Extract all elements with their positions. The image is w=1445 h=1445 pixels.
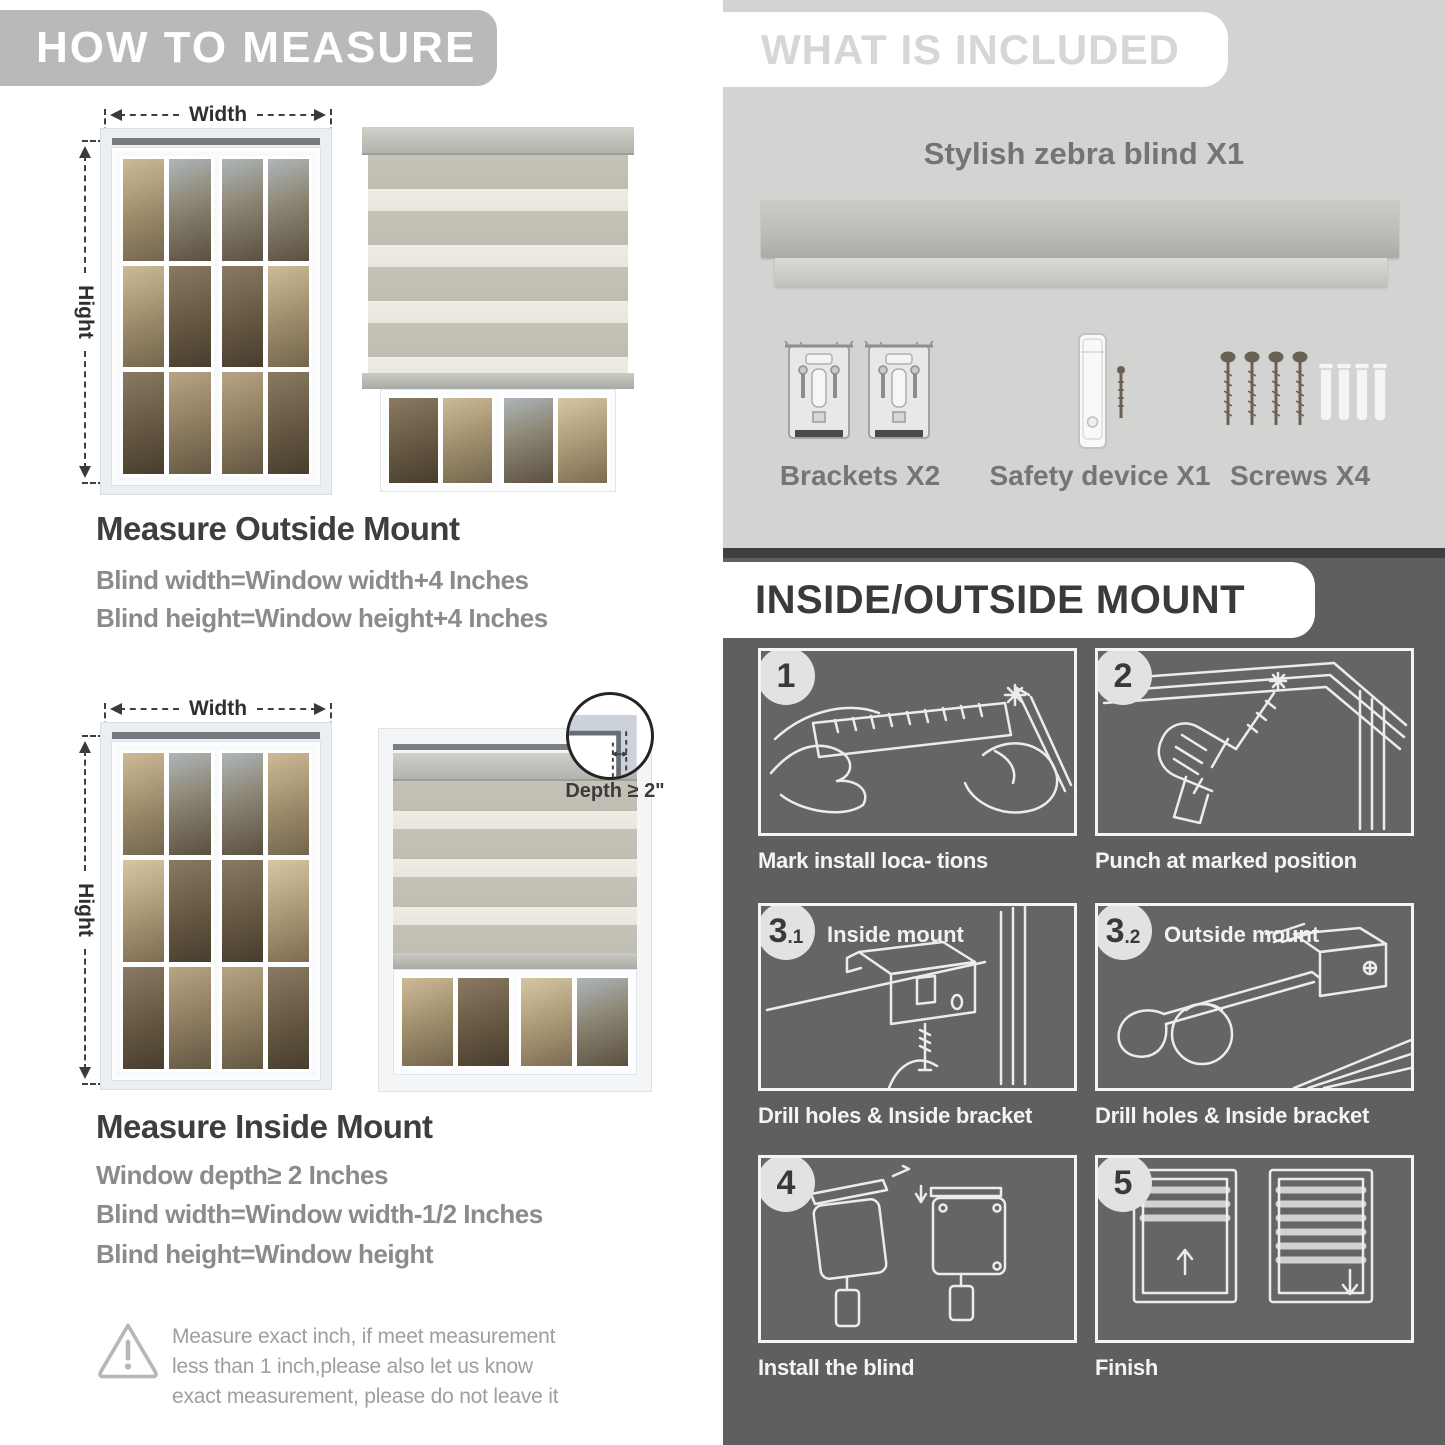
window-below-blind [380,389,616,492]
what-is-included-header [723,12,1228,87]
height-label: Hight [74,285,97,339]
window-casement [120,156,214,477]
depth-label: Depth ≥ 2" [565,780,665,802]
step-2-illustration [1095,648,1414,836]
how-to-measure-header [0,10,497,86]
safety-device-label: Safety device X1 [989,460,1211,491]
step-3-1-title: Inside mount [827,922,964,947]
step-3-1-illustration [758,903,1077,1091]
height-arrow [74,735,96,1085]
step-3-1-caption: Drill holes & Inside bracket [758,1103,1033,1128]
mount-header [723,562,1315,638]
blind-headrail-valance [775,258,1387,286]
blind-cassette [362,127,634,155]
step-3-1 [758,903,1077,1129]
step-1 [758,648,1077,874]
step-5-illustration [1095,1155,1414,1343]
depth-magnifier-icon [566,692,654,780]
step-number-badge: 4 [758,1155,815,1212]
step-3-2 [1095,903,1414,1129]
inside-mount-formula-width: Blind width=Window width-1/2 Inches [96,1199,543,1229]
outside-mount-formula-height: Blind height=Window height+4 Inches [96,603,548,633]
step-5-caption: Finish [1095,1355,1158,1380]
window-photo [100,722,332,1090]
height-label: Hight [74,883,97,937]
step-2-caption: Punch at marked position [1095,848,1357,873]
window-frame-shadow [112,138,320,145]
panel-divider [723,548,1445,558]
step-number-badge: 1 [758,648,815,705]
zebra-blind-fabric [393,781,637,953]
window-below-blind [393,969,637,1075]
step-4-illustration [758,1155,1077,1343]
step-number-badge: 3 .2 [1095,903,1152,960]
safety-device-photo [1055,330,1151,454]
step-3-2-title: Outside mount [1164,922,1320,947]
step-4-caption: Install the blind [758,1355,915,1380]
step-3-2-caption: Drill holes & Inside bracket [1095,1103,1370,1128]
step-3-2-illustration [1095,903,1414,1091]
step-number-badge: 5 [1095,1155,1152,1212]
what-is-included-title: WHAT IS INCLUDED [761,25,1180,73]
width-arrow [104,698,332,720]
step-2 [1095,648,1414,874]
screws-label: Screws X4 [1229,460,1371,491]
measure-warning-note: Measure exact inch, if meet measurement less than 1 inch,please also let us know exact measurement, please do not leave it [172,1325,559,1409]
window-casement [219,750,313,1072]
brackets-photo [783,336,935,450]
brackets-label: Brackets X2 [779,460,941,491]
blind-bottom-rail [362,373,634,389]
window-casement [219,156,313,477]
width-label: Width [188,103,248,126]
zebra-blind-fabric [368,155,628,373]
width-label: Width [188,697,248,720]
height-arrow [74,140,96,484]
mount-title: INSIDE/OUTSIDE MOUNT [755,577,1246,622]
window-photo [100,128,332,495]
inside-mount-depth-rule: Window depth≥ 2 Inches [96,1160,388,1190]
mount-instructions-panel [723,548,1445,1445]
blind-headrail-photo [761,200,1399,258]
screws-photo [1218,345,1390,445]
what-is-included-panel [723,0,1445,548]
window-frame-shadow [112,732,320,739]
blind-bottom-rail [393,953,637,969]
step-4 [758,1155,1077,1381]
step-1-illustration [758,648,1077,836]
blind-item-label: Stylish zebra blind X1 [923,136,1245,171]
step-1-caption: Mark install loca- tions [758,848,988,873]
outside-mount-formula-width: Blind width=Window width+4 Inches [96,565,529,595]
step-5 [1095,1155,1414,1381]
inside-mount-formula-height: Blind height=Window height [96,1239,433,1269]
outside-mount-title: Measure Outside Mount [96,510,460,547]
width-arrow [104,104,332,126]
how-to-measure-title: HOW TO MEASURE [36,23,477,72]
warning-triangle-icon [96,1320,160,1382]
inside-mount-title: Measure Inside Mount [96,1108,433,1145]
frame-corner-detail [569,695,651,777]
window-casement [120,750,214,1072]
step-number-badge: 2 [1095,648,1152,705]
step-number-badge: 3 .1 [758,903,815,960]
